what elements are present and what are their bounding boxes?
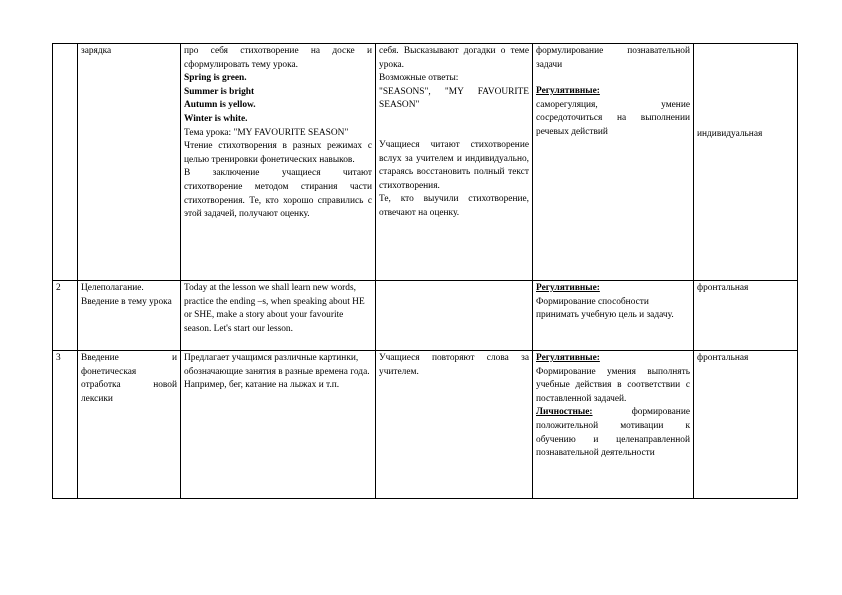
teacher-activity-cell: Предлагает учащимся различные картинки, обозначающие занятия в разные времена года. Например, бег, катание на лыжах и т.п.: [181, 351, 376, 499]
row-number-cell: 3: [53, 351, 78, 499]
student-activity-cell: [376, 281, 533, 351]
poem-line: Winter is white.: [184, 113, 248, 124]
work-form-cell: фронтальная: [694, 281, 798, 351]
students-reading: Учащиеся читают стихотворение вслух за учителем и индивидуально, стараясь восстановить полный текст стихотворения.: [379, 139, 529, 191]
teacher-conclusion: В заключение учащиеся читают стихотворение методом стирания части стихотворения. Те, кто хорошо справились с этой задачей, получают оценку.: [184, 168, 372, 220]
student-activity-cell: Учащиеся повторяют слова за учителем.: [376, 351, 533, 499]
work-form-cell: фронтальная: [694, 351, 798, 499]
table-row: [53, 44, 798, 281]
uud-text: Формирование способности принимать учебную цель и задачу.: [536, 296, 674, 321]
row-number-cell: 2: [53, 281, 78, 351]
spacer: [536, 72, 690, 85]
spacer: [379, 113, 529, 139]
students-learned: Те, кто выучили стихотворение, отвечают на оценку.: [379, 194, 529, 218]
stage-cell: Введение и фонетическая отработка новой лексики: [78, 351, 181, 499]
table-row: [53, 351, 798, 499]
stage-cell: Целеполагание. Введение в тему урока: [78, 281, 181, 351]
uud-label: Регулятивные:: [536, 86, 600, 97]
work-form-cell: индивидуальная: [694, 44, 798, 281]
answers-label: Возможные ответы:: [379, 73, 459, 84]
students-guess: себя. Высказывают догадки о теме урока.: [379, 46, 529, 70]
uud-cell: [533, 351, 694, 499]
stage-cell: зарядка: [78, 44, 181, 281]
reading-modes: Чтение стихотворения в разных режимах с целью тренировки фонетических навыков.: [184, 141, 372, 165]
answers-text: "SEASONS", "MY FAVOURITE SEASON": [379, 86, 529, 111]
lesson-theme: Тема урока: "MY FAVOURITE SEASON": [184, 127, 349, 138]
poem-line: Summer is bright: [184, 86, 255, 97]
poem-line: Autumn is yellow.: [184, 100, 256, 111]
uud-cell: [533, 44, 694, 281]
lesson-plan-table: [52, 43, 798, 499]
student-activity-cell: [376, 44, 533, 281]
uud-text-inline: формирование положительной мотивации к обучению и целенаправленной познавательной деятельности: [536, 407, 690, 459]
poem-line: Spring is green.: [184, 73, 247, 84]
uud-text: [536, 406, 690, 460]
uud-label: Личностные:: [536, 407, 593, 418]
uud-label: Регулятивные:: [536, 283, 600, 293]
uud-text: саморегуляция, умение сосредоточиться на выполнении речевых действий: [536, 99, 690, 137]
uud-text: формулирование познавательной задачи: [536, 46, 690, 70]
uud-text: Формирование умения выполнять учебные действия в соответствии с поставленной задачей.: [536, 366, 690, 404]
teacher-intro: про себя стихотворение на доске и сформулировать тему урока.: [184, 46, 372, 70]
uud-label: Регулятивные:: [536, 353, 600, 363]
table-row: [53, 281, 798, 351]
uud-cell: [533, 281, 694, 351]
teacher-activity-cell: [181, 44, 376, 281]
row-number-cell: [53, 44, 78, 281]
teacher-activity-cell: Today at the lesson we shall learn new words, practice the ending –s, when speaking about HE or SHE, make a story about your favourite season. Let's start our lesson.: [181, 281, 376, 351]
